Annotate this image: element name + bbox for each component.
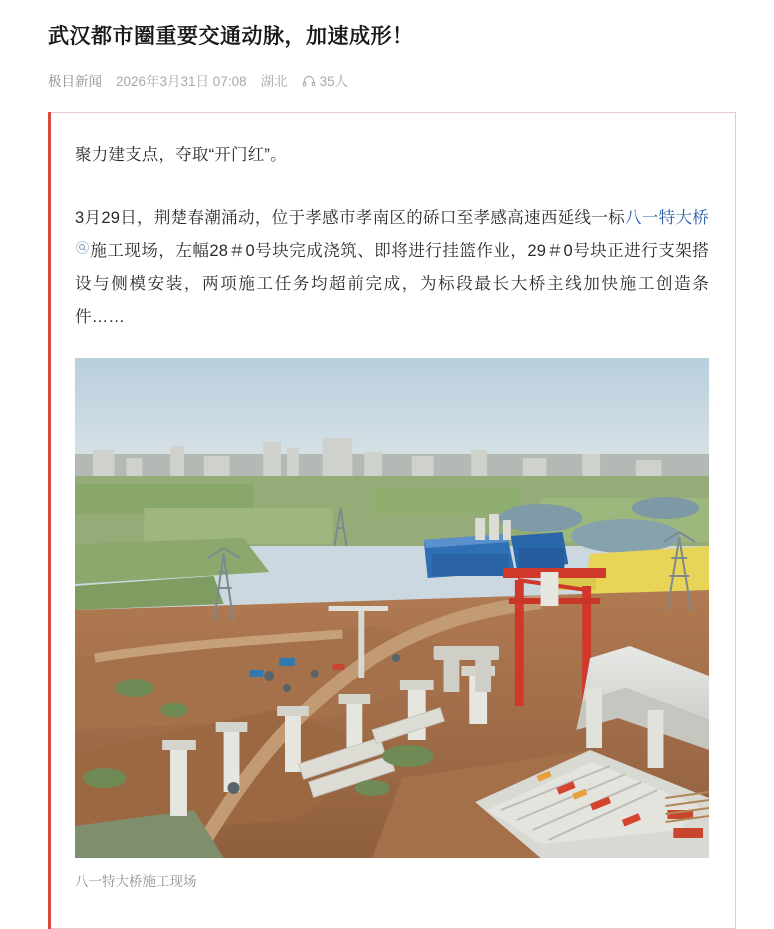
entity-link-bridge[interactable]: 八一特大桥 bbox=[624, 209, 709, 227]
paragraph-lead: 聚力建支点，夺取“开门红”。 bbox=[75, 146, 287, 164]
article-figure bbox=[75, 358, 709, 918]
article-body bbox=[48, 112, 736, 929]
meta-region: 湖北 bbox=[260, 74, 288, 89]
construction-site-photo bbox=[75, 358, 709, 858]
paragraph-main bbox=[75, 202, 709, 334]
figure-caption: 八一特大桥施工现场 bbox=[75, 874, 197, 889]
listen-count-group[interactable] bbox=[302, 70, 349, 90]
paragraph-main-pre: 3月29日，荆楚春潮涌动，位于孝感市孝南区的硚口至孝感高速西延线一标 bbox=[75, 209, 625, 227]
headphone-icon bbox=[302, 74, 316, 88]
meta-datetime: 2026年3月31日 07:08 bbox=[116, 74, 247, 89]
search-icon[interactable] bbox=[76, 241, 89, 254]
article-header bbox=[0, 0, 774, 90]
meta-source[interactable]: 极目新闻 bbox=[48, 74, 102, 89]
article-meta bbox=[48, 70, 734, 90]
listen-count-label: 35人 bbox=[319, 74, 349, 89]
page-title: 武汉都市圈重要交通动脉，加速成形！ bbox=[48, 25, 414, 48]
paragraph-main-post: 施工现场，左幅28＃0号块完成浇筑、即将进行挂篮作业，29＃0号块正进行支架搭设与侧模安装，两项施工任务均超前完成，为标段最长大桥主线加快施工创造条件…… bbox=[75, 242, 709, 326]
